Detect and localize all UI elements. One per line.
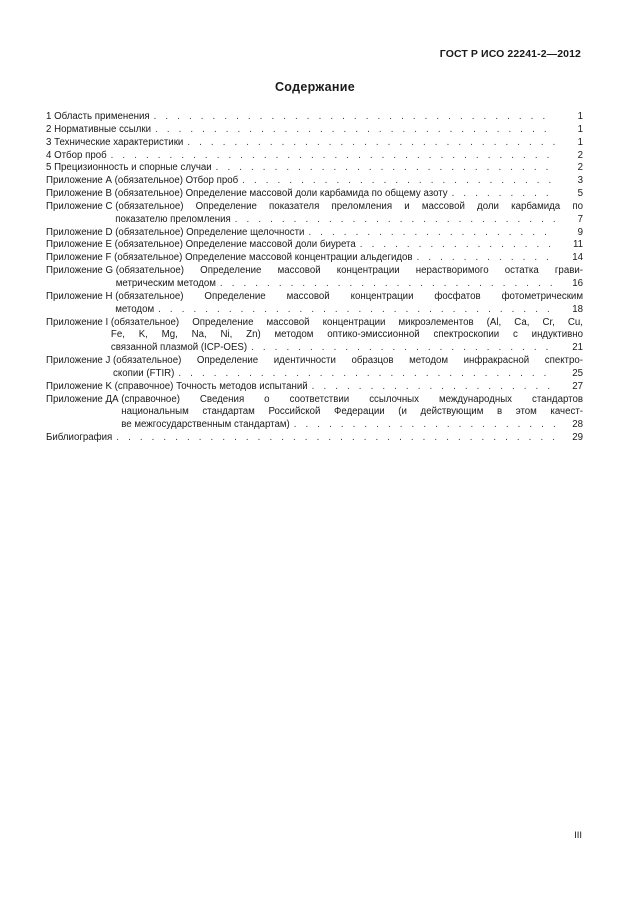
toc-entry[interactable] <box>46 252 583 265</box>
toc-entry[interactable] <box>46 188 583 201</box>
toc-entry[interactable] <box>46 137 583 150</box>
toc-entry-text: 4 Отбор проб <box>46 149 107 161</box>
toc-entry-page: 1 <box>577 111 583 122</box>
toc-entry-page: 5 <box>577 188 583 200</box>
toc-entry-text: Библиография <box>46 432 113 444</box>
toc-entry[interactable] <box>46 239 583 252</box>
toc-entry-page: 25 <box>572 367 583 379</box>
toc-entry-text: (обязательное) Определение щелочности <box>115 226 305 238</box>
dot-leader <box>155 124 555 137</box>
toc-entry-text: (справочное) Сведения о соответствии ссылочных международных стандартов <box>121 393 583 405</box>
dot-leader <box>242 175 555 188</box>
toc-entry-prefix: Приложение F <box>46 252 115 264</box>
document-code: ГОСТ Р ИСО 22241-2—2012 <box>439 48 581 60</box>
toc-entry[interactable] <box>46 175 583 188</box>
toc-entry-page: 14 <box>572 252 583 264</box>
toc-entry-page: 18 <box>572 303 583 315</box>
page-number: III <box>574 830 582 841</box>
toc-entry[interactable] <box>46 227 583 240</box>
toc-entry-text: Fe, K, Mg, Na, Ni, Zn) методом оптико-эмиссионной спектроскопии с индуктивно <box>110 329 583 341</box>
toc-entry-page: 9 <box>577 226 583 238</box>
toc-entry-text: методом <box>115 303 155 315</box>
toc-entry-text: (справочное) Точность методов испытаний <box>114 380 308 392</box>
toc-entry[interactable] <box>46 394 583 433</box>
toc-entry-text: (обязательное) Определение массовой доли карбамида по общему азоту <box>114 188 448 200</box>
toc-entry-prefix: Приложение ДА <box>46 393 122 405</box>
toc-entry-text: (обязательное) Определение массовой концентрации нерастворимого остатка грави- <box>115 265 583 277</box>
dot-leader <box>220 278 555 291</box>
toc-entry-text: (обязательное) Отбор проб <box>114 175 239 187</box>
toc-entry[interactable] <box>46 432 583 445</box>
toc-entry[interactable] <box>46 111 583 124</box>
toc-title: Содержание <box>274 80 355 94</box>
dot-leader <box>360 239 555 252</box>
toc-entry-prefix: Приложение Е <box>46 239 115 251</box>
toc-entry-prefix: Приложение K <box>46 380 115 392</box>
toc-entry-text: (обязательное) Определение идентичности образцов методом инфракрасной спектро- <box>113 355 583 367</box>
toc-entry-text: 2 Нормативные ссылки <box>46 123 152 135</box>
dot-leader <box>312 381 555 394</box>
toc-entry-prefix: Приложение Н <box>46 290 116 302</box>
toc-entry-text: национальным стандартам Российской Федерации (и действующим в этом качест- <box>121 406 583 418</box>
toc-entry-text: (обязательное) Определение показателя преломления и массовой доли карбамида по <box>115 200 583 212</box>
table-of-contents <box>46 111 583 445</box>
dot-leader <box>294 419 555 432</box>
toc-entry-page: 16 <box>572 277 583 289</box>
toc-entry-text: связанной плазмой (ICP-OES) <box>110 342 248 354</box>
toc-entry-text: 1 Область применения <box>46 111 150 122</box>
toc-entry-text: (обязательное) Определение массовой концентрации микроэлементов (Al, Са, Cr, Сu, <box>110 316 583 328</box>
toc-entry[interactable] <box>46 201 583 227</box>
toc-entry-prefix: Приложение G <box>46 265 116 277</box>
toc-entry-text: (обязательное) Определение массовой концентрации альдегидов <box>114 252 413 264</box>
dot-leader <box>154 111 555 124</box>
toc-entry[interactable] <box>46 291 583 317</box>
toc-entry[interactable] <box>46 355 583 381</box>
dot-leader <box>452 188 555 201</box>
toc-entry-prefix: Приложение I <box>46 316 111 328</box>
dot-leader <box>308 227 555 240</box>
toc-entry-page: 29 <box>572 432 583 444</box>
toc-entry[interactable] <box>46 162 583 175</box>
dot-leader <box>178 368 555 381</box>
dot-leader <box>111 150 555 163</box>
toc-entry-text: показателю преломления <box>115 213 231 225</box>
toc-entry-page: 28 <box>572 419 583 431</box>
toc-entry-text: 3 Технические характеристики <box>46 136 184 148</box>
toc-entry-text: скопии (FTIR) <box>113 367 175 379</box>
toc-entry-text: (обязательное) Определение массовой концентрации фосфатов фотометрическим <box>115 290 583 302</box>
dot-leader <box>187 137 555 150</box>
toc-entry-prefix: Приложение D <box>46 226 116 238</box>
toc-entry[interactable] <box>46 150 583 163</box>
toc-entry-page: 27 <box>572 380 583 392</box>
toc-entry-text: метрическим методом <box>115 277 216 289</box>
toc-entry-page: 21 <box>572 342 583 354</box>
dot-leader <box>158 304 555 317</box>
dot-leader <box>116 432 555 445</box>
dot-leader <box>251 342 555 355</box>
toc-entry-page: 2 <box>577 149 583 161</box>
toc-entry-prefix: Приложение С <box>46 200 116 212</box>
toc-entry-prefix: Приложение В <box>46 188 115 200</box>
dot-leader <box>417 252 555 265</box>
toc-entry-prefix: Приложение J <box>46 355 114 367</box>
toc-entry[interactable] <box>46 317 583 356</box>
toc-entry-page: 1 <box>577 136 583 148</box>
toc-entry-text: (обязательное) Определение массовой доли биурета <box>114 239 356 251</box>
toc-entry[interactable] <box>46 381 583 394</box>
toc-entry-page: 2 <box>577 162 583 174</box>
toc-entry-text: 5 Прецизионность и спорные случаи <box>46 162 212 174</box>
toc-entry-page: 7 <box>577 213 583 225</box>
toc-entry-text: ве межгосударственным стандартам) <box>121 419 290 431</box>
toc-entry-page: 3 <box>577 175 583 187</box>
toc-entry-page: 1 <box>577 123 583 135</box>
toc-entry[interactable] <box>46 124 583 137</box>
toc-entry-prefix: Приложение А <box>46 175 115 187</box>
dot-leader <box>235 214 555 227</box>
dot-leader <box>216 162 555 175</box>
toc-entry-page: 11 <box>572 239 583 251</box>
toc-entry[interactable] <box>46 265 583 291</box>
